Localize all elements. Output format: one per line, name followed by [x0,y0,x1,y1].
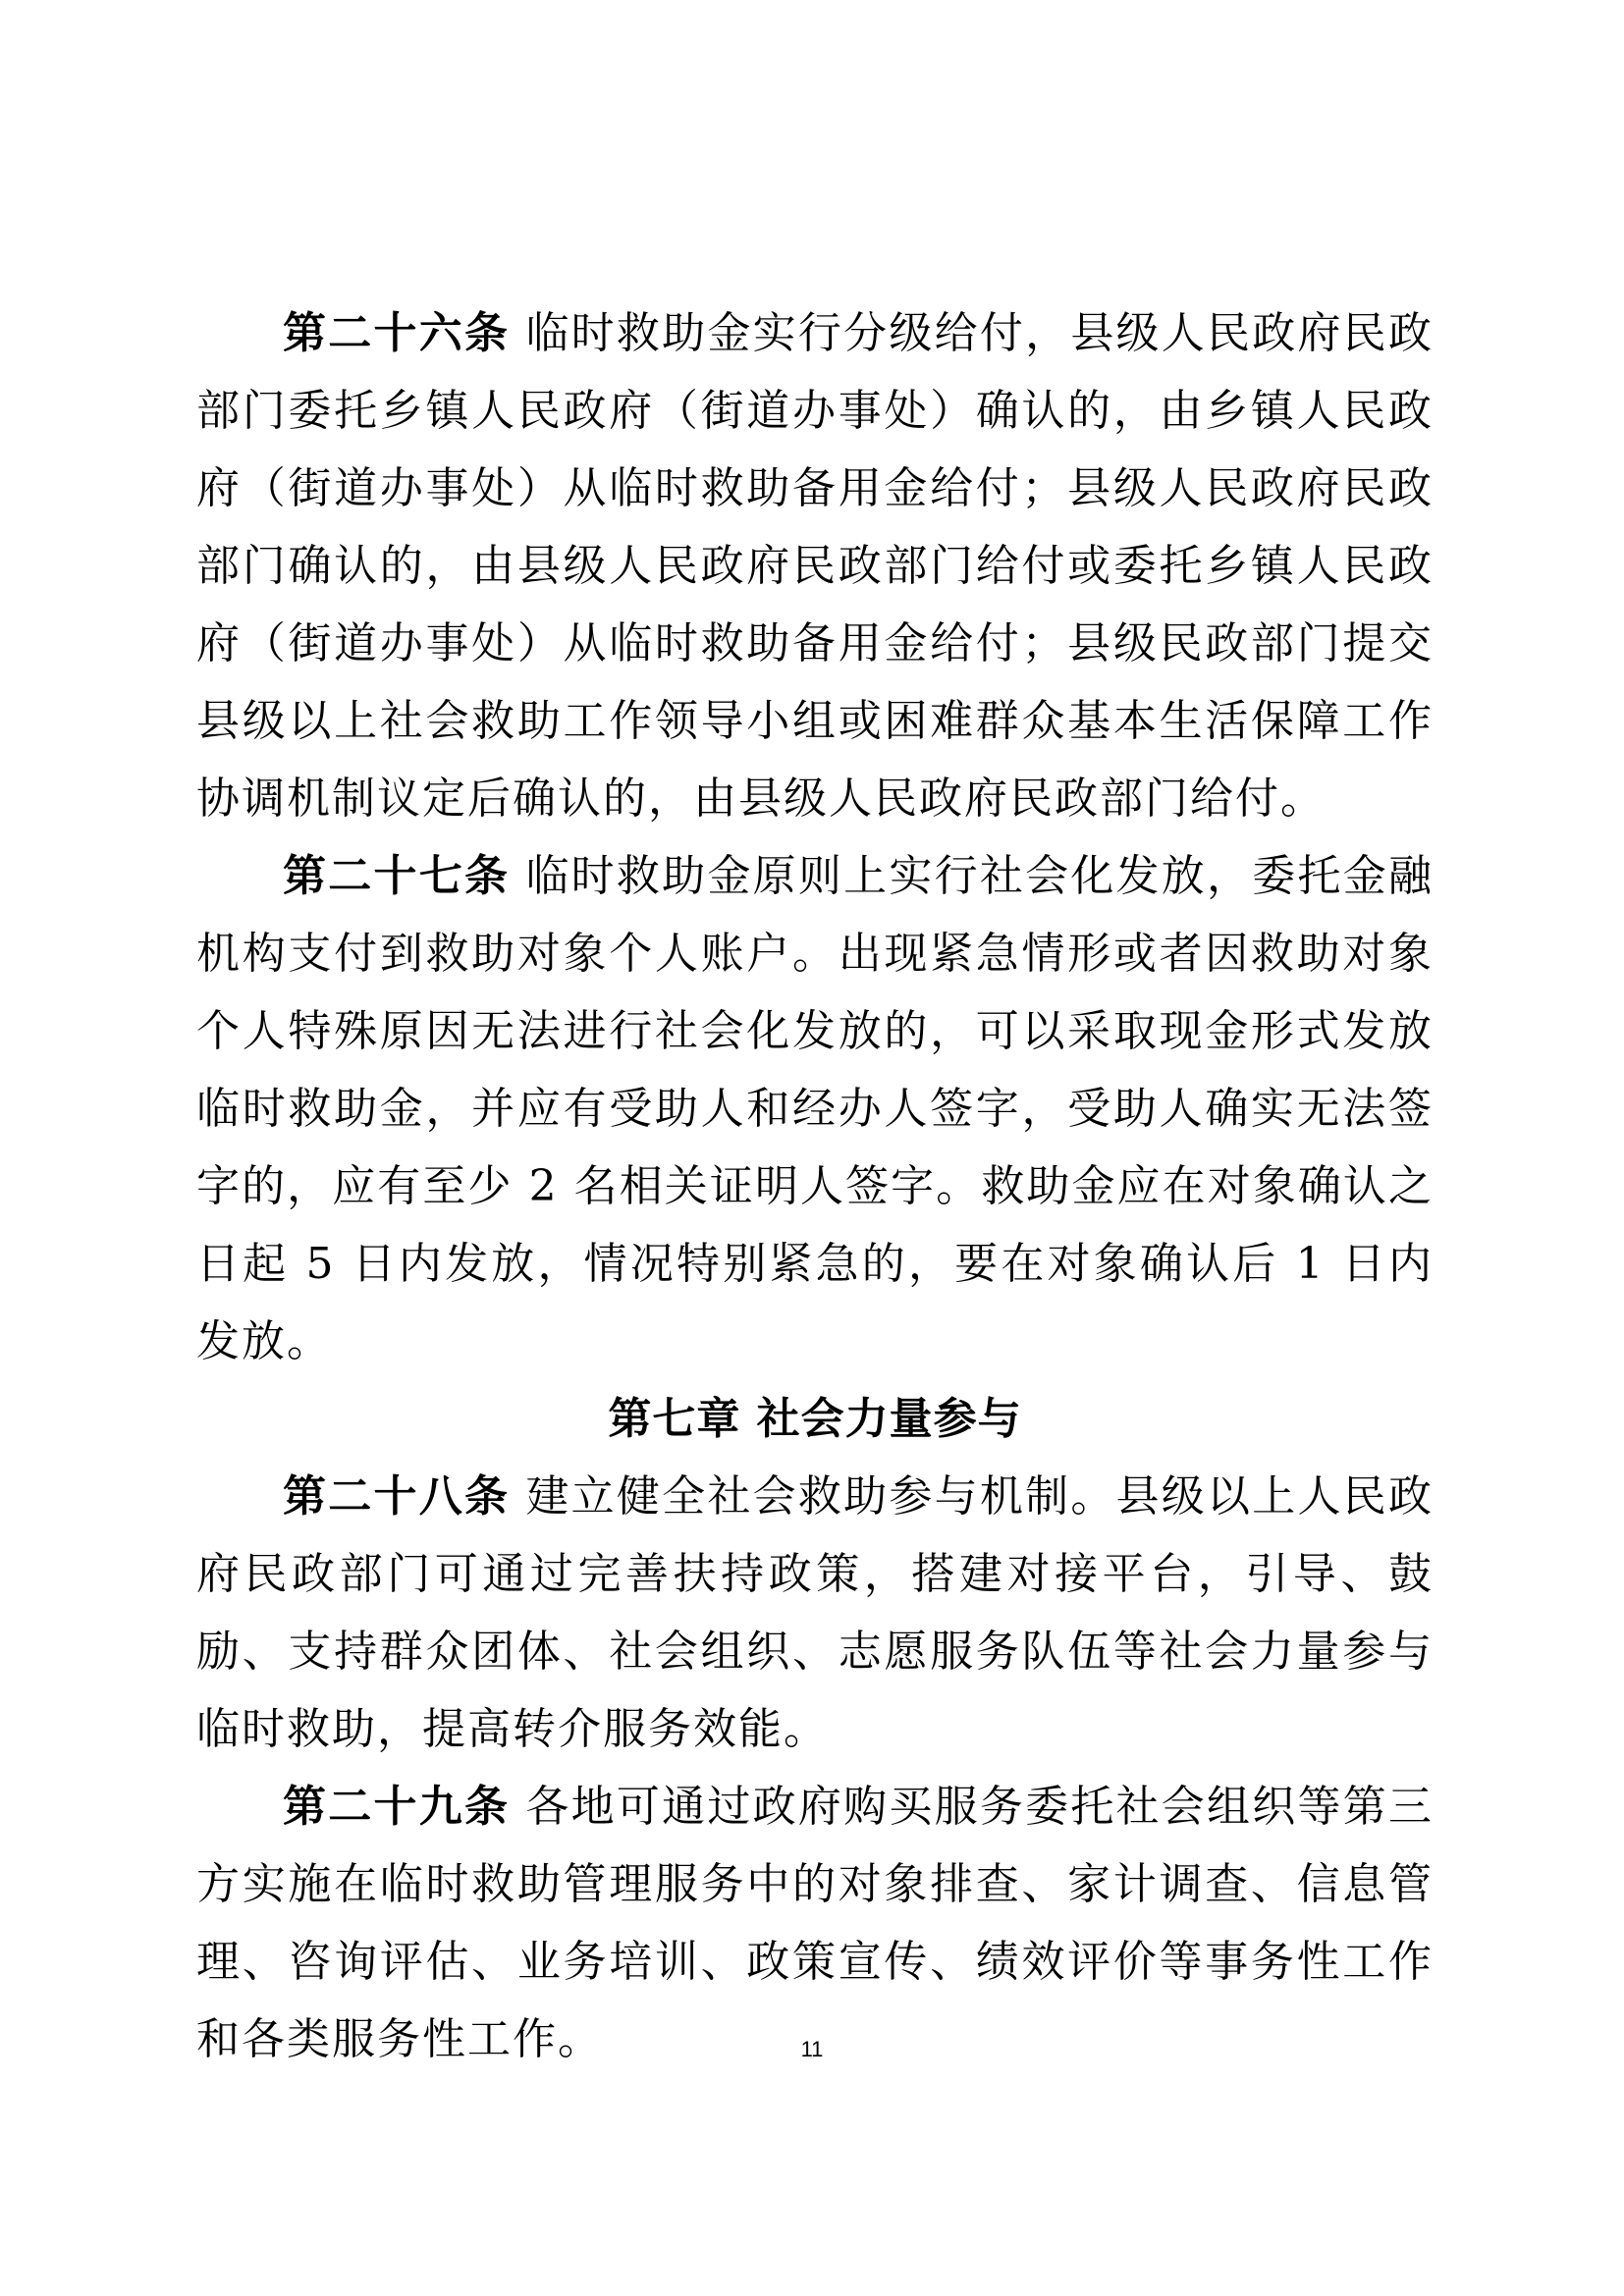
article-28 [196,1458,1434,1768]
article-text: 各地可通过政府购买服务委托社会组织等第三方实施在临时救助管理服务中的对象排查、家计调查、信息管理、咨询评估、业务培训、政策宣传、绩效评价等事务性工作和各类服务性工作。 [196,1782,1434,2064]
article-27 [196,837,1434,1380]
article-number: 第二十九条 [283,1782,511,1832]
body-text [196,294,1434,2078]
article-text: 临时救助金实行分级给付，县级人民政府民政部门委托乡镇人民政府（街道办事处）确认的，由乡镇人民政府（街道办事处）从临时救助备用金给付；县级人民政府民政部门确认的，由县级人民政府民政部门给付或委托乡镇人民政府（街道办事处）从临时救助备用金给付；县级民政部门提交县级以上社会救助工作领导小组或困难群众基本生活保障工作协调机制议定后确认的，由县级人民政府民政部门给付。 [196,308,1434,824]
article-text: 临时救助金原则上实行社会化发放，委托金融机构支付到救助对象个人账户。出现紧急情形或者因救助对象个人特殊原因无法进行社会化发放的，可以采取现金形式发放临时救助金，并应有受助人和经办人签字，受助人确实无法签字的，应有至少 2 名相关证明人签字。救助金应在对象确认之日起 5 日内发放，情况特别紧急的，要在对象确认后 1 日内发放。 [196,851,1434,1366]
chapter-heading: 第七章 社会力量参与 [608,1394,1022,1444]
article-text: 建立健全社会救助参与机制。县级以上人民政府民政部门可通过完善扶持政策，搭建对接平台，引导、鼓励、支持群众团体、社会组织、志愿服务队伍等社会力量参与临时救助，提高转介服务效能。 [196,1471,1434,1754]
article-number: 第二十六条 [283,308,511,358]
article-number: 第二十八条 [283,1471,511,1522]
article-29 [196,1768,1434,2078]
article-number: 第二十七条 [283,851,511,901]
article-26 [196,294,1434,837]
page-number: 11 [800,2037,824,2061]
